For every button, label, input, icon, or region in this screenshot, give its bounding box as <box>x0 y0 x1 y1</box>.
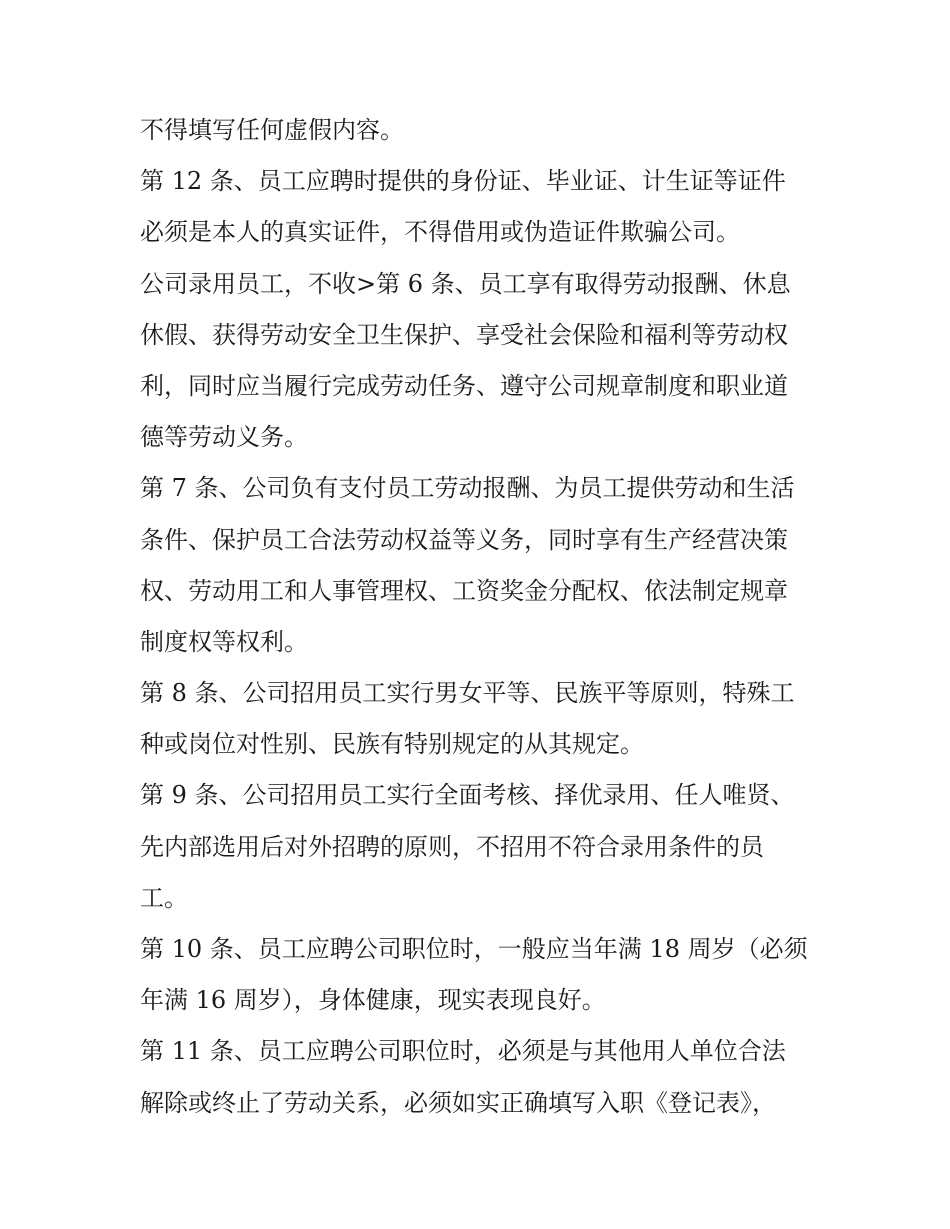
text-line: 第 9 条、公司招用员工实行全面考核、择优录用、任人唯贤、 <box>140 781 795 810</box>
text-line: 解除或终止了劳动关系，必须如实正确填写入职《登记表》， <box>140 1088 776 1117</box>
text-line: 必须是本人的真实证件，不得借用或伪造证件欺骗公司。 <box>140 218 740 247</box>
text-line: 种或岗位对性别、民族有特别规定的从其规定。 <box>140 730 644 759</box>
text-line: 第 11 条、员工应聘公司职位时，必须是与其他用人单位合法 <box>140 1037 786 1066</box>
text-line: 公司录用员工，不收>第 6 条、员工享有取得劳动报酬、休息 <box>140 269 791 298</box>
text-line: 权、劳动用工和人事管理权、工资奖金分配权、依法制定规章 <box>140 576 788 605</box>
text-line: 工。 <box>140 883 188 912</box>
text-line: 条件、保护员工合法劳动权益等义务，同时享有生产经营决策 <box>140 525 788 554</box>
text-line: 德等劳动义务。 <box>140 423 308 452</box>
text-line: 第 8 条、公司招用员工实行男女平等、民族平等原则，特殊工 <box>140 679 795 708</box>
text-line: 制度权等权利。 <box>140 627 308 656</box>
text-line: 第 10 条、员工应聘公司职位时，一般应当年满 18 周岁（必须 <box>140 935 808 963</box>
text-line: 先内部选用后对外招聘的原则，不招用不符合录用条件的员 <box>140 832 764 861</box>
text-line: 年满 16 周岁），身体健康，现实表现良好。 <box>140 986 606 1015</box>
text-line: 利，同时应当履行完成劳动任务、遵守公司规章制度和职业道 <box>140 371 788 400</box>
text-line: 休假、获得劳动安全卫生保护、享受社会保险和福利等劳动权 <box>140 320 788 349</box>
document-body <box>140 105 820 1129</box>
text-line: 第 7 条、公司负有支付员工劳动报酬、为员工提供劳动和生活 <box>140 474 795 503</box>
text-line: 第 12 条、员工应聘时提供的身份证、毕业证、计生证等证件 <box>140 167 786 196</box>
text-line: 不得填写任何虚假内容。 <box>140 116 404 144</box>
